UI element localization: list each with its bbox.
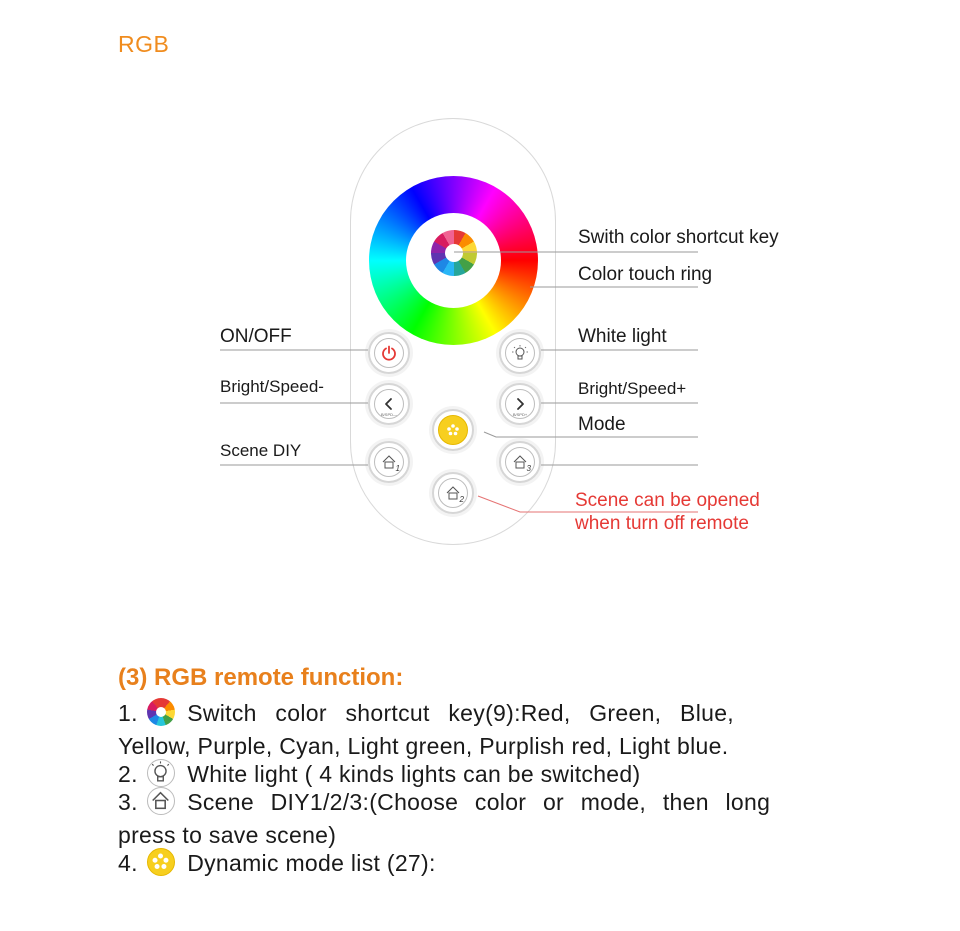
item-1-number: 1.: [118, 700, 138, 726]
scene-3-number: 3: [526, 464, 531, 473]
item-4-text-a: Dynamic mode list (27):: [187, 850, 436, 876]
switch-color-key-label: Swith color shortcut key: [578, 227, 779, 248]
minus-mark: B/SPD—: [380, 412, 398, 417]
list-item-1: [118, 700, 734, 729]
scene-1-number: 1: [395, 464, 400, 473]
item-2-number: 2.: [118, 761, 138, 787]
house-icon: [147, 787, 175, 815]
scene-2-number: 2: [459, 495, 464, 504]
item-2-text-a: White light ( 4 kinds lights can be switched): [187, 761, 641, 787]
bright-speed-plus-label: Bright/Speed+: [578, 379, 687, 398]
color-wheel-icon: [147, 698, 175, 726]
bulb-icon: [147, 759, 175, 787]
scene-note-line2: when turn off remote: [575, 513, 749, 534]
section-title: (3) RGB remote function:: [118, 664, 404, 691]
list-item-2: [118, 761, 640, 790]
item-3-text-b: press to save scene): [118, 822, 337, 848]
item-1-text-b: Yellow, Purple, Cyan, Light green, Purplish red, Light blue.: [118, 733, 729, 759]
color-ring-label: Color touch ring: [578, 264, 713, 285]
item-3-number: 3.: [118, 789, 138, 815]
mode-icon: [147, 848, 175, 876]
page-heading: RGB: [118, 31, 170, 57]
on-off-label: ON/OFF: [220, 326, 292, 347]
item-3-text-a: Scene DIY1/2/3:(Choose color or mode, then long: [187, 789, 771, 815]
plus-mark: B/SPD+: [512, 412, 528, 417]
scene-note-line1: Scene can be opened: [575, 490, 760, 511]
white-light-label: White light: [578, 326, 667, 347]
item-4-number: 4.: [118, 850, 138, 876]
mode-label: Mode: [578, 414, 626, 435]
list-item-3: [118, 789, 770, 818]
list-item-4: [118, 850, 436, 879]
item-1-text-a: Switch color shortcut key(9):Red, Green, Blue,: [187, 700, 734, 726]
scene-diy-label: Scene DIY: [220, 441, 302, 460]
bright-speed-minus-label: Bright/Speed-: [220, 377, 324, 396]
